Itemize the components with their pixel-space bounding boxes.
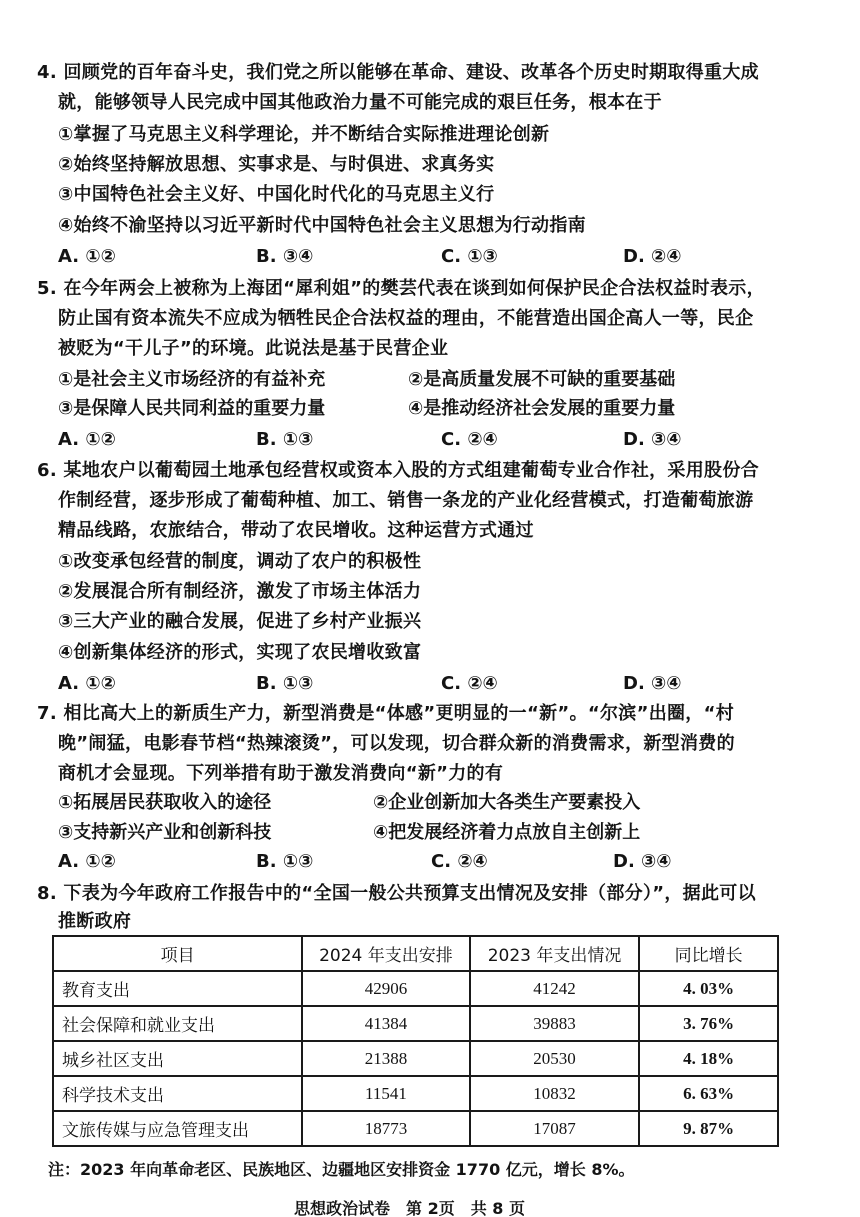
q6-option-c[interactable]: C. ②④ — [441, 673, 498, 694]
q5-options — [58, 428, 778, 452]
q5-item-3: ③是保障人民共同利益的重要力量 — [58, 398, 326, 419]
q6-stem-line2: 作制经营，逐步形成了葡萄种植、加工、销售一条龙的产业化经营模式，打造葡萄旅游 — [58, 490, 754, 511]
q6-item-2: ②发展混合所有制经济，激发了市场主体活力 — [58, 581, 422, 602]
table-cell-2024: 41384 — [302, 1006, 470, 1041]
table-cell-2024: 21388 — [302, 1041, 470, 1076]
q5-item-1: ①是社会主义市场经济的有益补充 — [58, 369, 326, 390]
table-cell-growth: 3. 76% — [639, 1006, 778, 1041]
q7-stem-line3: 商机才会显现。下列举措有助于激发消费向“新”力的有 — [58, 763, 504, 784]
q6-stem-line3: 精品线路，农旅结合，带动了农民增收。这种运营方式通过 — [58, 520, 534, 541]
q6-item-4: ④创新集体经济的形式，实现了农民增收致富 — [58, 642, 422, 663]
table-row — [53, 971, 778, 1006]
q7-item-1: ①拓展居民获取收入的途径 — [58, 792, 272, 813]
q4-item-1: ①掌握了马克思主义科学理论，并不断结合实际推进理论创新 — [58, 124, 550, 145]
table-cell-2024: 18773 — [302, 1111, 470, 1146]
table-row — [53, 1111, 778, 1146]
q7-option-d[interactable]: D. ③④ — [613, 851, 672, 872]
q5-items-row1 — [58, 368, 778, 392]
table-row — [53, 1076, 778, 1111]
q5-items-row2 — [58, 397, 778, 421]
table-header: 项目 — [53, 936, 302, 971]
q6-item-1: ①改变承包经营的制度，调动了农户的积极性 — [58, 551, 422, 572]
table-cell-2023: 10832 — [470, 1076, 640, 1111]
table-row — [53, 1006, 778, 1041]
q7-stem-line2: 晚”闹猛，电影春节档“热辣滚烫”，可以发现，切合群众新的消费需求，新型消费的 — [58, 733, 735, 754]
q4-option-a[interactable]: A. ①② — [58, 246, 116, 267]
q6-options — [58, 672, 778, 696]
table-header: 2024 年支出安排 — [302, 936, 470, 971]
q4-item-3: ③中国特色社会主义好、中国化时代化的马克思主义行 — [58, 184, 495, 205]
q5-option-d[interactable]: D. ③④ — [623, 429, 682, 450]
q4-option-d[interactable]: D. ②④ — [623, 246, 682, 267]
q4-stem-line2: 就，能够领导人民完成中国其他政治力量不可能完成的艰巨任务，根本在于 — [58, 92, 662, 113]
table-cell-2024: 11541 — [302, 1076, 470, 1111]
table-header-row — [53, 936, 778, 971]
table-cell-2023: 41242 — [470, 971, 640, 1006]
table-cell-2023: 17087 — [470, 1111, 640, 1146]
q7-items-row2 — [58, 821, 778, 845]
table-cell-2023: 20530 — [470, 1041, 640, 1076]
q8-stem-line2: 推断政府 — [58, 911, 132, 932]
table-header: 2023 年支出情况 — [470, 936, 640, 971]
table-cell-2024: 42906 — [302, 971, 470, 1006]
q7-options — [58, 850, 778, 874]
q7-item-2: ②企业创新加大各类生产要素投入 — [373, 792, 641, 813]
q7-item-4: ④把发展经济着力点放自主创新上 — [373, 822, 641, 843]
q5-stem-line1: 5. 在今年两会上被称为上海团“犀利姐”的樊芸代表在谈到如何保护民企合法权益时表示， — [37, 278, 765, 299]
q6-stem-line1: 6. 某地农户以葡萄园土地承包经营权或资本入股的方式组建葡萄专业合作社，采用股份合 — [37, 460, 759, 481]
q4-option-c[interactable]: C. ①③ — [441, 246, 498, 267]
table-cell-item: 社会保障和就业支出 — [53, 1006, 302, 1041]
table-cell-growth: 4. 03% — [639, 971, 778, 1006]
q7-stem-line1: 7. 相比高大上的新质生产力，新型消费是“体感”更明显的一“新”。“尔滨”出圈，“村 — [37, 703, 735, 724]
q7-items-row1 — [58, 791, 778, 815]
table-note: 注：2023 年向革命老区、民族地区、边疆地区安排资金 1770 亿元，增长 8%。 — [48, 1160, 635, 1179]
q4-item-2: ②始终坚持解放思想、实事求是、与时俱进、求真务实 — [58, 154, 495, 175]
table-cell-item: 科学技术支出 — [53, 1076, 302, 1111]
q4-stem-line1: 4. 回顾党的百年奋斗史，我们党之所以能够在革命、建设、改革各个历史时期取得重大成 — [37, 62, 759, 83]
table-cell-growth: 6. 63% — [639, 1076, 778, 1111]
q4-options — [58, 245, 778, 269]
q6-option-a[interactable]: A. ①② — [58, 673, 116, 694]
q6-option-d[interactable]: D. ③④ — [623, 673, 682, 694]
q5-option-c[interactable]: C. ②④ — [441, 429, 498, 450]
table-cell-2023: 39883 — [470, 1006, 640, 1041]
page-footer: 思想政治试卷 第 2页 共 8 页 — [294, 1199, 525, 1216]
table-header: 同比增长 — [639, 936, 778, 971]
q5-stem-line3: 被贬为“干儿子”的环境。此说法是基于民营企业 — [58, 338, 449, 359]
table-cell-item: 教育支出 — [53, 971, 302, 1006]
budget-table — [52, 935, 779, 1147]
q5-option-b[interactable]: B. ①③ — [256, 429, 314, 450]
q7-option-c[interactable]: C. ②④ — [431, 851, 488, 872]
q5-stem-line2: 防止国有资本流失不应成为牺牲民企合法权益的理由，不能营造出国企高人一等，民企 — [58, 308, 754, 329]
table-cell-growth: 4. 18% — [639, 1041, 778, 1076]
table-cell-growth: 9. 87% — [639, 1111, 778, 1146]
table-row — [53, 1041, 778, 1076]
table-cell-item: 文旅传媒与应急管理支出 — [53, 1111, 302, 1146]
q8-stem-line1: 8. 下表为今年政府工作报告中的“全国一般公共预算支出情况及安排（部分）”，据此可以 — [37, 883, 756, 904]
q5-option-a[interactable]: A. ①② — [58, 429, 116, 450]
q6-item-3: ③三大产业的融合发展，促进了乡村产业振兴 — [58, 611, 422, 632]
q4-item-4: ④始终不渝坚持以习近平新时代中国特色社会主义思想为行动指南 — [58, 215, 586, 236]
q4-option-b[interactable]: B. ③④ — [256, 246, 314, 267]
q7-option-b[interactable]: B. ①③ — [256, 851, 314, 872]
q5-item-4: ④是推动经济社会发展的重要力量 — [408, 398, 676, 419]
q6-option-b[interactable]: B. ①③ — [256, 673, 314, 694]
q7-option-a[interactable]: A. ①② — [58, 851, 116, 872]
table-cell-item: 城乡社区支出 — [53, 1041, 302, 1076]
q7-item-3: ③支持新兴产业和创新科技 — [58, 822, 272, 843]
q5-item-2: ②是高质量发展不可缺的重要基础 — [408, 369, 676, 390]
